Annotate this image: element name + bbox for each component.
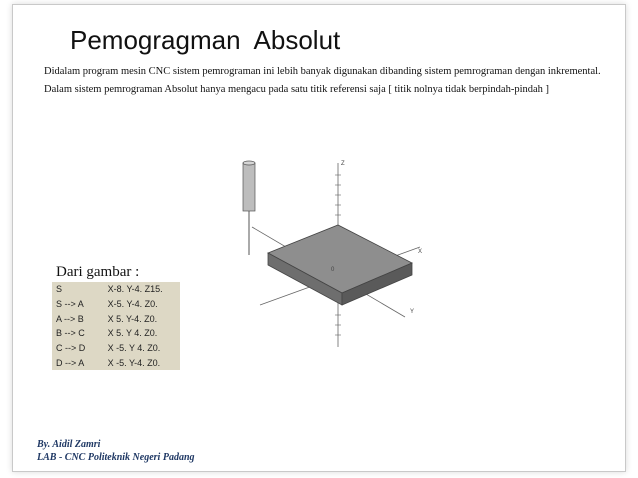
program-table — [52, 282, 180, 370]
table-row — [52, 341, 180, 356]
move-cell: S --> A — [56, 298, 84, 309]
slide-title: Pemogragman Absolut — [70, 25, 341, 55]
y-axis-label: Y — [410, 309, 415, 315]
coordinate-diagram — [230, 155, 440, 355]
move-cell: A --> B — [56, 313, 84, 324]
cutting-tool — [243, 161, 255, 255]
coord-cell: X-5. Y-4. Z0. — [107, 298, 158, 309]
origin-label: 0 — [331, 267, 335, 273]
footer-affiliation: LAB - CNC Politeknik Negeri Padang — [37, 452, 195, 463]
z-axis-label: Z — [341, 161, 345, 167]
footer-author: By. Aidil Zamri — [37, 439, 101, 450]
coord-cell: X -5. Y 4. Z0. — [107, 342, 161, 353]
subheading: Dari gambar : — [56, 264, 140, 280]
coord-cell: X 5. Y 4. Z0. — [107, 328, 158, 339]
move-cell: S — [56, 284, 63, 295]
move-cell: C --> D — [56, 342, 86, 353]
workpiece-block — [268, 225, 412, 305]
coord-cell: X 5. Y-4. Z0. — [107, 313, 158, 324]
table-row — [52, 311, 180, 326]
table-row — [52, 326, 180, 341]
intro-paragraph: Didalam program mesin CNC sistem pemrograman ini lebih banyak digunakan dibanding sistem pemrograman dengan inkremental. Dalam sistem pemrograman Absolut hanya mengacu pada satu titik referensi saja [ titik nolnya tidak berpindah-pindah ] — [44, 66, 601, 95]
footer — [37, 438, 195, 464]
coord-cell: X -5. Y-4. Z0. — [107, 357, 161, 368]
table-row — [52, 297, 180, 312]
table-row — [52, 355, 180, 370]
table-row — [52, 282, 180, 297]
x-axis-label: X — [418, 249, 423, 255]
move-cell: D --> A — [56, 357, 85, 368]
move-cell: B --> C — [56, 328, 85, 339]
coord-cell: X-8. Y-4. Z15. — [107, 284, 163, 295]
